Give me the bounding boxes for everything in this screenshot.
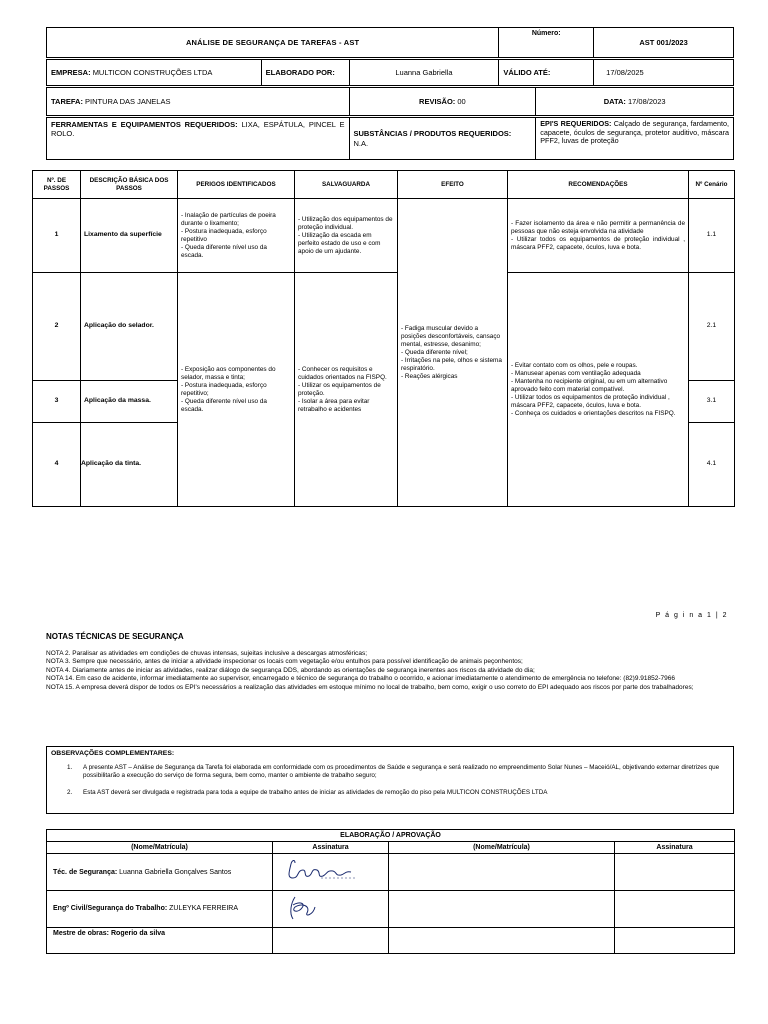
col-header-passos: Nº. DE PASSOS	[33, 171, 81, 199]
approval-row	[47, 891, 735, 928]
signature-cell	[273, 891, 389, 928]
approval-role: Mestre de obras:	[53, 930, 110, 937]
header-empresa-table	[46, 59, 734, 86]
header-requirements-table	[46, 117, 734, 160]
approval-role: Engº Civil/Segurança do Trabalho:	[53, 905, 168, 913]
observacao-number: 1.	[67, 764, 73, 771]
step-description: Aplicação da tinta.	[81, 423, 178, 507]
substancias-value: N.A.	[353, 138, 369, 148]
approval-name: Rogerio da silva	[110, 930, 166, 937]
step-perigos: - Inalação de partículas de poeira durante o lixamento; - Postura inadequada, esforço repetitivo - Queda diferente nível uso da escada.	[178, 199, 295, 273]
observacoes-title: OBSERVAÇÕES COMPLEMENTARES:	[51, 750, 175, 757]
approval-empty-cell	[389, 928, 615, 954]
notes-list	[46, 650, 730, 692]
approval-table	[46, 829, 735, 954]
valido-label: VÁLIDO ATÉ:	[499, 60, 594, 86]
signature-image	[277, 856, 377, 886]
signature-image	[277, 893, 337, 923]
approval-name: Luanna Gabriella Gonçalves Santos	[119, 868, 232, 876]
approval-col-nome-2: (Nome/Matrícula)	[389, 842, 615, 854]
table-row	[33, 199, 735, 273]
approval-col-assinatura: Assinatura	[273, 842, 389, 854]
step-salvaguarda: - Utilização dos equipamentos de proteção individual. - Utilização da escada em perfeito estado de uso e com apoio de um ajudante.	[295, 199, 398, 273]
observacao-text: Esta AST deverá ser divulgada e registrada para toda a equipe de trabalho antes de iniciar as atividades de remoção do piso pela MULTICON CONSTRUÇÕES LTDA	[83, 789, 548, 797]
step-number: 4	[33, 423, 81, 507]
col-header-descricao: DESCRIÇÃO BÁSICA DOS PASSOS	[81, 171, 178, 199]
approval-col-nome: (Nome/Matrícula)	[47, 842, 273, 854]
approval-title: ELABORAÇÃO / APROVAÇÃO	[47, 830, 735, 842]
revisao-value: 00	[457, 97, 466, 106]
page-title: ANÁLISE DE SEGURANÇA DE TAREFAS - AST	[47, 28, 499, 58]
step-description: Aplicação do selador.	[81, 273, 178, 381]
col-header-perigos: PERIGOS IDENTIFICADOS	[178, 171, 295, 199]
observacao-item	[47, 764, 733, 780]
step-cenario: 4.1	[689, 423, 735, 507]
data-label: DATA:	[603, 97, 626, 106]
ferramentas-label: FERRAMENTAS E EQUIPAMENTOS REQUERIDOS:	[51, 120, 238, 129]
step-description: Aplicação da massa.	[81, 381, 178, 423]
epis-value: Calçado de segurança, fardamento, capacete, óculos de segurança, protetor auditivo, máscara PFF2, luvas de proteção	[540, 119, 729, 146]
observacao-number: 2.	[67, 789, 73, 797]
approval-empty-cell	[615, 854, 735, 891]
page-number: P á g i n a 1 | 2	[655, 612, 728, 619]
col-header-recomendacoes: RECOMENDAÇÕES	[508, 171, 689, 199]
approval-row	[47, 854, 735, 891]
step-perigos-shared: - Exposição aos componentes do selador, massa e tinta; - Postura inadequada, esforço repetitivo; - Queda diferente nível uso da escada.	[178, 273, 295, 507]
steps-header-row	[33, 171, 735, 199]
approval-row	[47, 928, 735, 954]
header-title-table	[46, 27, 734, 58]
approval-name: ZULEYKA FERREIRA	[169, 905, 238, 913]
signature-cell	[273, 928, 389, 954]
note-item: NOTA 4. Diariamente antes de iniciar as atividades, realizar diálogo de segurança DDS, abordando as orientações de segurança inerentes aos riscos da atividade do dia;	[46, 666, 535, 674]
step-salvaguarda-shared: - Conhecer os requisitos e cuidados orientados na FISPQ. - Utilizar os equipamentos de proteção. - Isolar a área para evitar retrabalho e acidentes	[295, 273, 398, 507]
epis-label: EPI'S REQUERIDOS:	[540, 119, 612, 128]
steps-table	[32, 170, 735, 507]
elaborado-value: Luanna Gabriella	[349, 60, 499, 86]
empresa-label: EMPRESA:	[51, 68, 91, 77]
observacao-text: A presente AST – Análise de Segurança da Tarefa foi elaborada em conformidade com os procedimentos de Saúde e segurança e será realizado no empreendimento Solar Nunes – Maceió/AL, objetivando externar diretrizes que possibilitarão a execução do serviço de forma segura, bem como, manter o ambiente de trabalho seguro;	[83, 764, 720, 780]
efeito-cell: - Fadiga muscular devido a posições desconfortáveis, cansaço mental, estresse, desanimo; - Queda diferente nível; - Irritações na pele, olhos e sistema respiratório. - Reações alérgicas	[398, 199, 508, 507]
note-item: NOTA 3. Sempre que necessário, antes de iniciar a atividade inspecionar os locais com vegetação e/ou entulhos para possível identificação de animais peçonhentos;	[46, 658, 523, 666]
step-recomendacoes-shared: - Evitar contato com os olhos, pele e roupas. - Manusear apenas com ventilação adequada - Mantenha no recipiente original, ou em um alternativo aprovado feito com material compatível. - Utilizar todos os equipamentos de proteção individual , máscara PFF2, capacete, óculos, luva e bota. - Conheça os cuidados e orientações descritos na FISPQ.	[508, 273, 689, 507]
tarefa-value: PINTURA DAS JANELAS	[85, 97, 171, 106]
header-tarefa-table	[46, 87, 734, 116]
observacoes-box	[46, 746, 734, 814]
col-header-salvaguarda: SALVAGUARDA	[295, 171, 398, 199]
step-number: 1	[33, 199, 81, 273]
col-header-cenario: Nº Cenário	[689, 171, 735, 199]
step-recomendacoes: - Fazer isolamento da área e não permitir a permanência de pessoas que não esteja envolvida na atividade - Utilizar todos os equipamentos de proteção individual , máscara PFF2, capacete, óculos, luva e bota.	[508, 199, 689, 273]
numero-value: AST 001/2023	[594, 28, 734, 58]
step-cenario: 2.1	[689, 273, 735, 381]
note-item: NOTA 14. Em caso de acidente, informar imediatamente ao supervisor, encarregado e técnico de segurança do trabalho o ocorrido, e acionar imediatamente o atendimento de emergência no telefone: (82)9.91852-7966	[46, 675, 675, 683]
numero-label: Número:	[499, 28, 594, 58]
data-value: 17/08/2023	[628, 97, 666, 106]
approval-empty-cell	[615, 928, 735, 954]
step-cenario: 3.1	[689, 381, 735, 423]
ferramentas-value: LIXA, ESPÁTULA, PINCEL E ROLO.	[51, 120, 345, 139]
elaborado-label: ELABORADO POR:	[261, 60, 349, 86]
notes-title: NOTAS TÉCNICAS DE SEGURANÇA	[46, 632, 184, 641]
revisao-label: REVISÃO:	[419, 97, 456, 106]
note-item: NOTA 2. Paralisar as atividades em condições de chuvas intensas, sujeitas inclusive a descargas atmosféricas;	[46, 650, 368, 657]
approval-empty-cell	[389, 891, 615, 928]
tarefa-label: TAREFA:	[51, 97, 83, 106]
table-row	[33, 273, 735, 381]
signature-cell	[273, 854, 389, 891]
step-description: Lixamento da superfície	[81, 199, 178, 273]
approval-empty-cell	[389, 854, 615, 891]
empresa-value: MULTICON CONSTRUÇÕES LTDA	[92, 68, 213, 77]
col-header-efeito: EFEITO	[398, 171, 508, 199]
approval-col-assinatura-2: Assinatura	[615, 842, 735, 854]
step-number: 2	[33, 273, 81, 381]
approval-role: Téc. de Segurança:	[53, 868, 118, 876]
approval-empty-cell	[615, 891, 735, 928]
step-number: 3	[33, 381, 81, 423]
observacao-item	[47, 789, 733, 797]
substancias-label: SUBSTÂNCIAS / PRODUTOS REQUERIDOS:	[353, 129, 512, 139]
step-cenario: 1.1	[689, 199, 735, 273]
valido-value: 17/08/2025	[594, 60, 734, 86]
note-item: NOTA 15. A empresa deverá dispor de todos os EPI's necessários a realização das atividades em estoque mínimo no local de trabalho, bem como, exigir o uso correto do EPI adequado aos riscos por parte dos trabalhadores;	[46, 683, 694, 691]
